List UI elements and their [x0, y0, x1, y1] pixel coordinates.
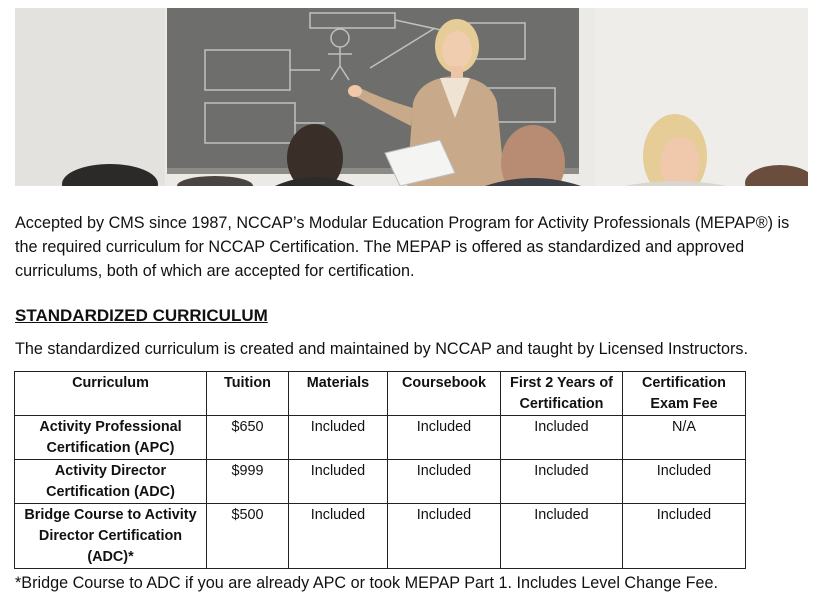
table-row [15, 416, 746, 460]
table-row [15, 460, 746, 504]
column-header-coursebook: Coursebook [388, 372, 501, 416]
column-header-materials: Materials [289, 372, 388, 416]
classroom-illustration [15, 8, 808, 186]
table-row [15, 504, 746, 569]
certification-years-cell: Included [501, 416, 623, 460]
certification-years-cell: Included [501, 504, 623, 569]
intro-paragraph: Accepted by CMS since 1987, NCCAP’s Modular Education Program for Activity Professionals (MEPAP®) is the required curriculum for NCCAP Certification. The MEPAP is offered as standardized and approved curriculums, both of which are accepted for certification. [15, 214, 790, 280]
footnote: *Bridge Course to ADC if you are already APC or took MEPAP Part 1. Includes Level Change Fee. [15, 574, 719, 592]
tuition-cell: $500 [207, 504, 289, 569]
column-header-exam-fee: Certification Exam Fee [623, 372, 746, 416]
exam-fee-cell: Included [623, 504, 746, 569]
curriculum-name: Activity Director Certification (ADC) [15, 460, 207, 504]
materials-cell: Included [289, 416, 388, 460]
materials-cell: Included [289, 460, 388, 504]
coursebook-cell: Included [388, 416, 501, 460]
coursebook-cell: Included [388, 504, 501, 569]
curriculum-name: Activity Professional Certification (APC) [15, 416, 207, 460]
materials-cell: Included [289, 504, 388, 569]
certification-years-cell: Included [501, 460, 623, 504]
section-heading: STANDARDIZED CURRICULUM [15, 306, 268, 325]
column-header-tuition: Tuition [207, 372, 289, 416]
tuition-cell: $650 [207, 416, 289, 460]
exam-fee-cell: N/A [623, 416, 746, 460]
exam-fee-cell: Included [623, 460, 746, 504]
column-header-first-2-years: First 2 Years of Certification [501, 372, 623, 416]
tuition-cell: $999 [207, 460, 289, 504]
column-header-curriculum: Curriculum [15, 372, 207, 416]
curriculum-name: Bridge Course to Activity Director Certification (ADC)* [15, 504, 207, 569]
curriculum-table [14, 371, 746, 569]
hero-photo [15, 8, 808, 186]
coursebook-cell: Included [388, 460, 501, 504]
section-lead: The standardized curriculum is created and maintained by NCCAP and taught by Licensed Instructors. [15, 340, 749, 358]
table-header-row [15, 372, 746, 416]
